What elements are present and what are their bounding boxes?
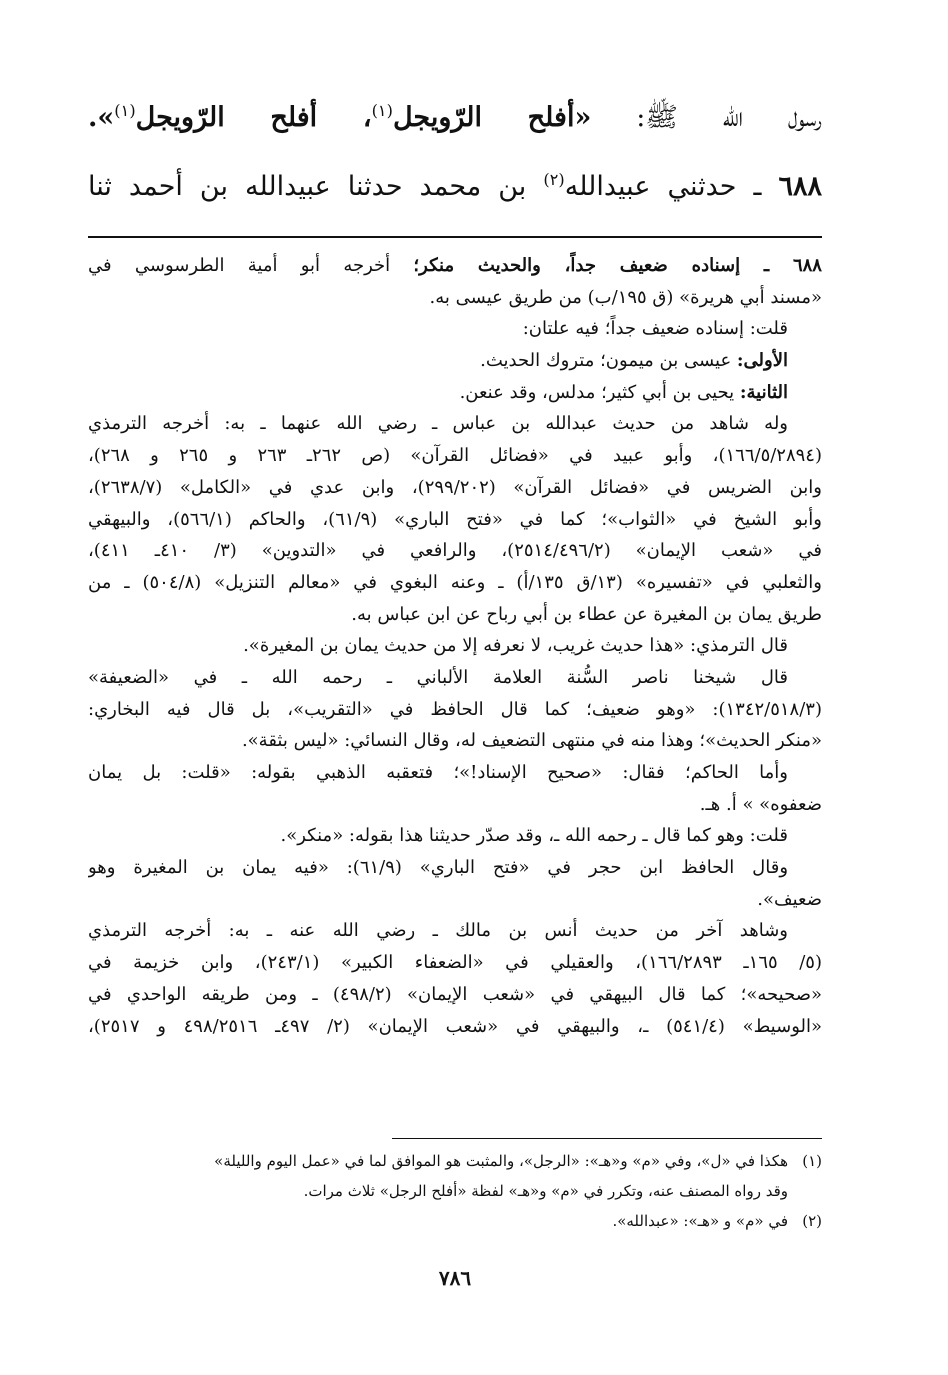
footnote-text: في «م» و «هـ»: «عبدالله». [612, 1212, 788, 1230]
commentary-line [88, 884, 822, 916]
footnote-1-continuation [88, 1176, 822, 1206]
commentary-text: طريق يمان بن المغيرة عن عطاء بن أبي رباح عن ابن عباس به. [351, 603, 822, 625]
commentary-text: قلت: إسناده ضعيف جداً؛ فيه علتان: [522, 318, 788, 340]
defect-label-second: الثانية: [739, 381, 788, 403]
commentary-line [88, 345, 822, 377]
commentary-line [88, 408, 822, 440]
footnote-marker-1b[interactable]: (١) [114, 101, 136, 120]
hadith-quote-end: ». [88, 102, 115, 133]
commentary-text: (١٣٤٢/٥١٨/٣): «وهو ضعيف؛ كما قال الحافظ في «التقريب»، بل قال فيه البخاري: [88, 698, 822, 720]
footnote-marker-1a[interactable]: (١) [371, 101, 393, 120]
commentary-line [88, 852, 822, 884]
commentary-line [88, 789, 822, 821]
footnote-marker-2[interactable]: (٢) [543, 170, 565, 189]
main-text-line-2 [88, 165, 822, 209]
commentary-line [88, 1011, 822, 1043]
hadith-quote-first: «أفلح الرّويجل [392, 102, 592, 133]
commentary-line [88, 377, 822, 409]
commentary-text: ضعفوه» » أ. هـ. [699, 793, 822, 815]
commentary-text: عيسى بن ميمون؛ متروك الحديث. [480, 350, 737, 372]
page-number: ٧٨٦ [438, 1266, 472, 1290]
commentary-text: والثعلبي في «تفسيره» (١٣/ق ١٣٥/أ) ـ وعنه البغوي في «معالم التنزيل» (٥٠٤/٨) ـ من [88, 571, 822, 593]
commentary-text: وقال الحافظ ابن حجر في «فتح الباري» (٦١/٩): «فيه يمان بن المغيرة وهو [88, 857, 789, 879]
commentary-line [88, 757, 822, 789]
commentary-line [88, 947, 822, 979]
hadith-quote-sep: ، [317, 102, 372, 133]
footnote-1 [88, 1146, 822, 1176]
commentary-line [88, 440, 822, 472]
commentary-text: وشاهد آخر من حديث أنس بن مالك ـ رضي الله عنه ـ به: أخرجه الترمذي [88, 920, 788, 942]
commentary-line [88, 567, 822, 599]
commentary-line [88, 535, 822, 567]
commentary-text: وأما الحاكم؛ فقال: «صحيح الإسناد!»؛ فتعقبه الذهبي بقوله: «قلت: بل يمان [88, 762, 788, 783]
commentary-line [88, 250, 822, 282]
hadith-number: ٦٨٨ [778, 171, 822, 202]
commentary-text: أخرجه أبو أمية الطرسوسي في [88, 255, 414, 276]
commentary-text: (٥/ ١٦٥ـ ١٦٦/٢٨٩٣)، والعقيلي في «الضعفاء الكبير» (٢٤٣/١)، وابن خزيمة في [88, 952, 822, 974]
commentary-line [88, 282, 822, 314]
commentary-line [88, 313, 822, 345]
commentary-text: (١٦٦/٥/٢٨٩٤)، وأبو عبيد في «فضائل القرآن» (ص ٢٦٢ـ ٢٦٣ و ٢٦٥ و ٢٦٨)، [88, 445, 822, 467]
commentary-text: «مسند أبي هريرة» (ق ١٩٥/ب) من طريق عيسى به. [429, 286, 822, 308]
footnote-2 [88, 1206, 822, 1236]
footnote-separator [392, 1138, 822, 1139]
commentary-line [88, 630, 822, 662]
commentary-text: قال شيخنا ناصر السُّنة العلامة الألباني ـ رحمه الله ـ في «الضعيفة» [88, 666, 788, 688]
footnote-number: (١) [802, 1152, 822, 1170]
commentary-text: قلت: وهو كما قال ـ رحمه الله ـ، وقد صدّر حديثنا هذا بقوله: «منكر». [280, 825, 788, 847]
footnote-number: (٢) [802, 1212, 822, 1230]
commentary-text: «صحيحه»؛ كما قال البيهقي في «شعب الإيمان» (٤٩٨/٢) ـ ومن طريقه الواحدي في [88, 983, 822, 1005]
commentary-separator [88, 236, 822, 238]
footnote-text: هكذا في «ل»، وفي «م» و«هـ»: «الرجل»، والمثبت هو الموافق لما في «عمل اليوم والليلة» [214, 1152, 788, 1170]
commentary-text: وله شاهد من حديث عبدالله بن عباس ـ رضي الله عنهما ـ به: أخرجه الترمذي [88, 413, 788, 435]
book-page [88, 0, 822, 1375]
commentary-text: «منكر الحديث»؛ وهذا منه في منتهى التضعيف له، وقال النسائي: «ليس بثقة». [241, 730, 822, 752]
commentary-text: وابن الضريس في «فضائل القرآن» (٢٩٩/٢٠٢)، وابن عدي في «الكامل» (٢٦٣٨/٧)، [88, 476, 822, 498]
commentary-text: ضعيف». [757, 888, 822, 910]
isnad-text-end: بن محمد حدثنا عبيدالله بن أحمد ثنا [88, 171, 544, 202]
commentary-line [88, 472, 822, 504]
commentary-line [88, 915, 822, 947]
commentary-text: قال الترمذي: «هذا حديث غريب، لا نعرفه إلا من حديث يمان بن المغيرة». [243, 635, 788, 657]
commentary-line [88, 599, 822, 631]
main-text-line-1 [88, 96, 822, 140]
commentary-block [88, 250, 822, 1042]
commentary-text: «الوسيط» (٥٤١/٤) ـ، والبيهقي في «شعب الإيمان» (٢/ ٤٩٧ـ ٤٩٨/٢٥١٦ و ٢٥١٧)، [88, 1015, 822, 1037]
isnad-text-start: ـ حدثني عبيدالله [564, 171, 779, 202]
commentary-text: وأبو الشيخ في «الثواب»؛ كما في «فتح الباري» (٦١/٩)، والحاكم (٥٦٦/١)، والبيهقي [88, 508, 822, 530]
commentary-line [88, 662, 822, 694]
hadith-quote-second: أفلح الرّويجل [135, 102, 318, 133]
main-text-prefix: رسول الله ﷺ: [591, 102, 822, 133]
commentary-text: يحيى بن أبي كثير؛ مدلس، وقد عنعن. [459, 381, 740, 403]
commentary-line [88, 725, 822, 757]
commentary-line [88, 694, 822, 726]
grading-verdict: ٦٨٨ ـ إسناده ضعيف جداً، والحديث منكر؛ [413, 255, 822, 276]
footnotes-block [88, 1146, 822, 1236]
commentary-line [88, 820, 822, 852]
commentary-line [88, 979, 822, 1011]
defect-label-first: الأولى: [736, 350, 788, 372]
commentary-line [88, 504, 822, 536]
commentary-text: في «شعب الإيمان» (٢٥١٤/٤٩٦/٢)، والرافعي في «التدوين» (٣/ ٤١٠ـ ٤١١)، [88, 540, 822, 562]
footnote-text: وقد رواه المصنف عنه، وتكرر في «م» و«هـ» لفظة «أفلح الرجل» ثلاث مرات. [303, 1182, 788, 1200]
